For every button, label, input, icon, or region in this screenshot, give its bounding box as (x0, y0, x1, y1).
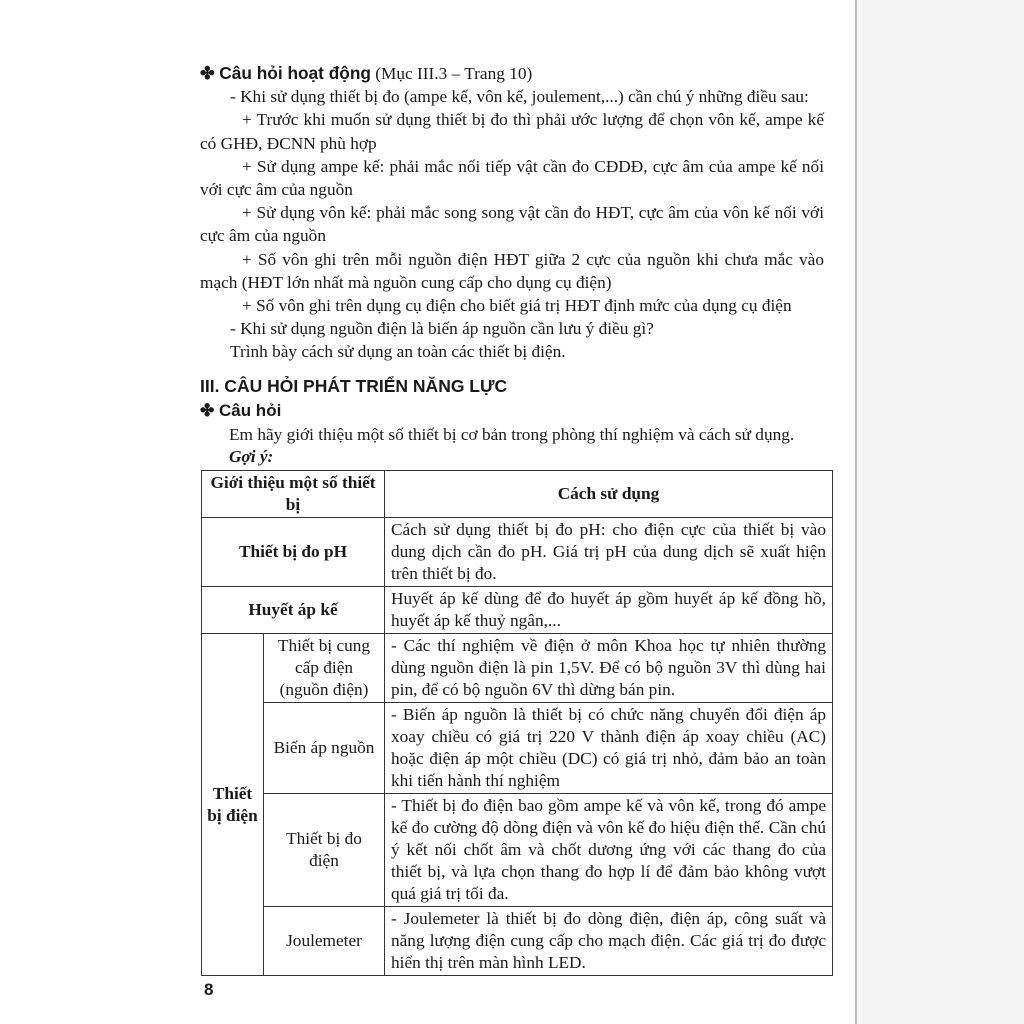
table-row (202, 634, 833, 703)
sub-bullet: + Sử dụng ampe kế: phải mắc nối tiếp vật cần đo CĐDĐ, cực âm của ampe kế nối với cực âm của nguồn (200, 156, 824, 200)
activity-ref: (Mục III.3 – Trang 10) (375, 64, 533, 83)
device-usage: - Joulemeter là thiết bị đo dòng điện, điện áp, công suất và năng lượng điện cung cấp cho mạch điện. Các giá trị đo được hiển thị trên màn hình LED. (385, 907, 833, 976)
table-row (202, 518, 833, 587)
sub-bullet: + Trước khi muốn sử dụng thiết bị đo thì phải ước lượng để chọn vôn kế, ampe kế có GHĐ, ĐCNN phù hợp (200, 110, 824, 153)
question-text: Em hãy giới thiệu một số thiết bị cơ bản trong phòng thí nghiệm và cách sử dụng. (229, 425, 795, 444)
question-heading: ✤ Câu hỏi (200, 401, 282, 420)
section-heading: III. CÂU HỎI PHÁT TRIỂN NĂNG LỰC (200, 376, 508, 396)
table-row (202, 587, 833, 634)
bullet: Trình bày cách sử dụng an toàn các thiết bị điện. (230, 342, 566, 362)
device-usage: - Biến áp nguồn là thiết bị có chức năng chuyển đổi điện áp xoay chiều có giá trị 220 V thành điện áp xoay chiều (AC) hoặc điện áp một chiều (DC) có giá trị nhỏ, đảm bảo an toàn khi tiến hành thí nghiệm (385, 703, 833, 794)
activity-title: ✤ Câu hỏi hoạt động (200, 63, 371, 83)
hint-label: Gợi ý: (229, 447, 274, 466)
bullet: - Khi sử dụng thiết bị đo (ampe kế, vôn kế, joulement,...) cần chú ý những điều sau: (230, 87, 809, 107)
page-number: 8 (204, 980, 214, 999)
device-name: Joulemeter (264, 907, 385, 976)
table-row (202, 907, 833, 976)
devices-table (201, 470, 833, 976)
table-header-row (202, 471, 833, 518)
device-usage: - Các thí nghiệm về điện ở môn Khoa học tự nhiên thường dùng nguồn điện là pin 1,5V. Để có bộ nguồn 3V thì dùng hai pin, để có bộ nguồn 6V thì dừng bán pin. (385, 634, 833, 703)
page-edge (855, 0, 1024, 1024)
device-name: Biến áp nguồn (264, 703, 385, 794)
activity-section (200, 62, 824, 364)
device-usage: Cách sử dụng thiết bị đo pH: cho điện cực của thiết bị vào dung dịch cần đo pH. Giá trị pH của dung dịch sẽ xuất hiện trên thiết bị đo. (385, 518, 833, 587)
header-usage: Cách sử dụng (385, 471, 833, 518)
device-usage: Huyết áp kế dùng để đo huyết áp gồm huyết áp kế đồng hồ, huyết áp kế thuỷ ngân,... (385, 587, 833, 634)
table-row (202, 794, 833, 907)
sub-bullet: + Số vôn ghi trên dụng cụ điện cho biết giá trị HĐT định mức của dụng cụ điện (242, 296, 792, 316)
table-row (202, 703, 833, 794)
device-name: Thiết bị cung cấp điện (nguồn điện) (264, 634, 385, 703)
sub-bullet: + Số vôn ghi trên mỗi nguồn điện HĐT giữa 2 cực của nguồn khi chưa mắc vào mạch (HĐT lớn nhất mà nguồn cung cấp cho dụng cụ điện) (200, 249, 824, 292)
header-devices: Giới thiệu một số thiết bị (202, 471, 385, 518)
device-name: Thiết bị đo pH (202, 518, 385, 587)
group-name: Thiết bị điện (202, 634, 264, 976)
bullet: - Khi sử dụng nguồn điện là biến áp nguồn cần lưu ý điều gì? (230, 319, 654, 339)
device-name: Huyết áp kế (202, 587, 385, 634)
device-usage: - Thiết bị đo điện bao gồm ampe kế và vôn kế, trong đó ampe kế đo cường độ dòng điện và vôn kế đo hiệu điện thế. Cần chú ý kết nối chốt âm và chốt dương ứng với các thang đo của thiết bị, và lựa chọn thang đo hợp lí để đảm bảo không vượt quá giá trị tối đa. (385, 794, 833, 907)
sub-bullet: + Sử dụng vôn kế: phải mắc song song vật cần đo HĐT, cực âm của vôn kế nối với cực âm của nguồn (200, 203, 824, 246)
device-name: Thiết bị đo điện (264, 794, 385, 907)
